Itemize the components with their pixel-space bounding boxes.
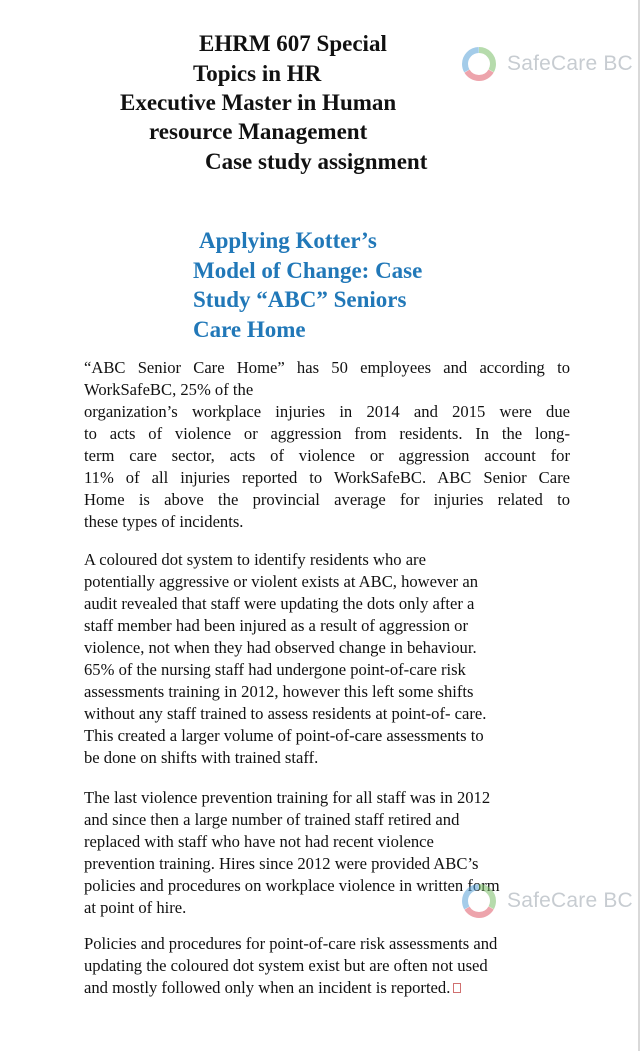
case-title-line: Applying Kotter’s <box>199 228 377 253</box>
text-line: be done on shifts with trained staff. <box>84 748 319 767</box>
program-line-2: resource Management <box>149 119 368 144</box>
text-line: and since then a large number of trained staff retired and <box>84 810 460 829</box>
text-line: 65% of the nursing staff had undergone point-of-care risk <box>84 660 466 679</box>
case-title-line: Study “ABC” Seniors <box>193 287 407 312</box>
text-line: policies and procedures on workplace violence in written form <box>84 876 500 895</box>
safecare-watermark-text: SafeCare BC <box>507 889 633 912</box>
text-line: This created a larger volume of point-of-care assessments to <box>84 726 484 745</box>
text-line: The last violence prevention training for all staff was in 2012 <box>84 788 491 807</box>
text-line: staff member had been injured as a result of aggression or <box>84 616 468 635</box>
text-line: A coloured dot system to identify residents who are <box>84 550 426 569</box>
text-line: these types of incidents. <box>84 512 244 531</box>
text-line: Home is above the provincial average for injuries related to <box>84 490 570 509</box>
text-line: “ABC Senior Care Home” has 50 employees and according to <box>84 358 570 377</box>
course-code-line: EHRM 607 Special <box>199 31 387 56</box>
text-line: Policies and procedures for point-of-care risk assessments and <box>84 934 498 953</box>
safecare-logo-icon <box>459 881 499 921</box>
safecare-logo-icon <box>459 44 499 84</box>
paragraph-dot-system <box>84 549 570 769</box>
text-line-last <box>84 977 570 999</box>
text-line: prevention training. Hires since 2012 were provided ABC’s <box>84 854 479 873</box>
program-line-1: Executive Master in Human <box>120 90 397 115</box>
text-line: audit revealed that staff were updating the dots only after a <box>84 594 475 613</box>
paragraph-end-marker <box>453 983 461 993</box>
paragraph-policies <box>84 933 570 999</box>
text-line: term care sector, acts of violence or aggression account for <box>84 446 570 465</box>
text-line: violence, not when they had observed change in behaviour. <box>84 638 477 657</box>
case-study-title <box>193 226 493 344</box>
safecare-watermark-text: SafeCare BC <box>507 52 633 75</box>
text-line: updating the coloured dot system exist but are often not used <box>84 956 488 975</box>
text-line: WorkSafeBC, 25% of the <box>84 380 254 399</box>
text-line: replaced with staff who have not had recent violence <box>84 832 434 851</box>
safecare-watermark-bottom <box>459 881 633 921</box>
assignment-header <box>0 0 640 190</box>
course-topic-line: Topics in HR <box>193 61 322 86</box>
case-title-line: Care Home <box>193 316 306 342</box>
paragraph-injury-statistics <box>84 357 570 533</box>
safecare-watermark-top <box>459 44 633 84</box>
case-title-line: Model of Change: Case <box>193 257 423 283</box>
text-line: 11% of all injuries reported to WorkSafeBC. ABC Senior Care <box>84 468 570 487</box>
text-line: assessments training in 2012, however this left some shifts <box>84 682 474 701</box>
text-line-content: and mostly followed only when an incident is reported. <box>84 978 451 997</box>
text-line: organization’s workplace injuries in 2014 and 2015 were due <box>84 402 570 421</box>
text-line: to acts of violence or aggression from residents. In the long- <box>84 424 570 443</box>
text-line: potentially aggressive or violent exists at ABC, however an <box>84 572 479 591</box>
text-line: without any staff trained to assess residents at point-of- care. <box>84 704 487 723</box>
text-line: at point of hire. <box>84 898 187 917</box>
assignment-type-line: Case study assignment <box>205 149 428 174</box>
